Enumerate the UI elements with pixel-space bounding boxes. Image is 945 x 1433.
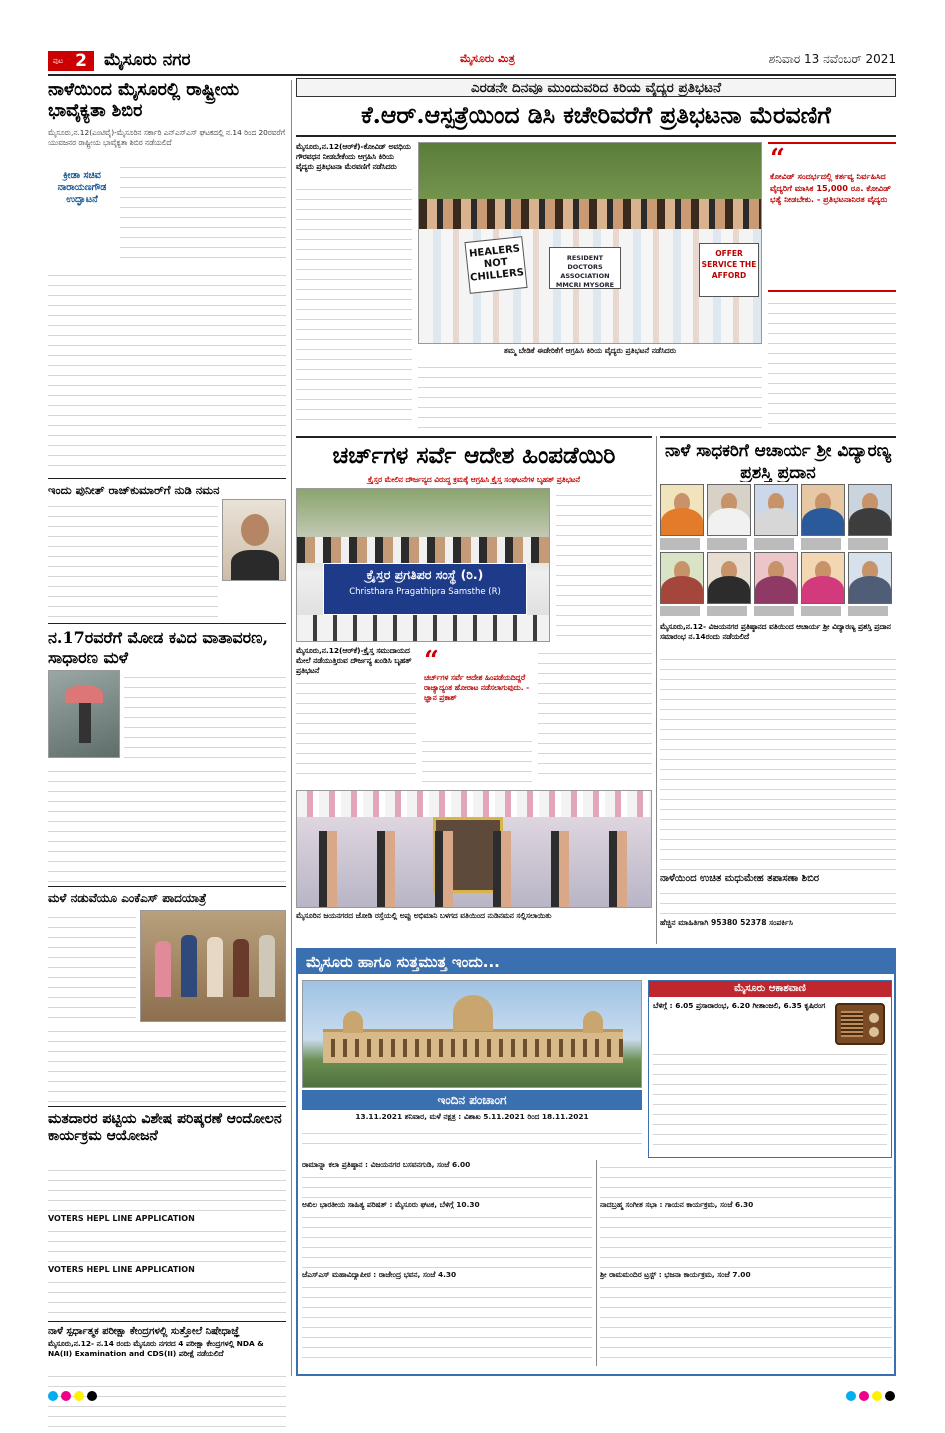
- divider: [48, 478, 286, 479]
- section-title: ಮೈಸೂರು ನಗರ: [104, 50, 191, 70]
- exam-lead: ಮೈಸೂರು,ನ.12- ನ.14 ರಂದು ಮೈಸೂರು ನಗರದ 4 ಪರೀಕ್ಷಾ ಕೇಂದ್ರಗಳಲ್ಲಿ NDA & NA(II) Examination and CDS(II) ಪರೀಕ್ಷೆ ನಡೆಯಲಿದೆ: [48, 1339, 264, 1358]
- story-integration-camp-lead: ಮೈಸೂರು,ನ.12(ಎಂಟಿವೈ)-ಮೈಸೂರಿನ ಸರ್ಕಾರಿ ಎನ್‌ಎಸ್‌ಎಸ್ ಘಟಕದಲ್ಲಿ ನ.14 ರಿಂದ 20ರವರೆಗೆ ಯುವಜನರ ರಾಷ್ಟ್ರೀಯ ಭಾವೈಕ್ಯತಾ ಶಿಬಿರ ನಡೆಯಲಿದೆ: [48, 128, 286, 147]
- weather-body: [124, 670, 286, 762]
- inset-photo-box: [48, 160, 286, 266]
- header-rule: [48, 74, 896, 76]
- portrait-1: [660, 484, 704, 536]
- protest-sign-3: OFFER SERVICE THE AFFORD: [699, 243, 759, 297]
- page-number: 2: [68, 51, 94, 71]
- portrait-9: [801, 552, 845, 604]
- church-banner-kannada: ಕ್ರೈಸ್ತರ ಪ್ರಗತಿಪರ ಸಂಸ್ಥೆ (ರಿ.): [366, 567, 484, 582]
- mks-body-2: [48, 1024, 286, 1104]
- quote-mark-icon: “: [770, 144, 785, 174]
- page-header: [48, 48, 896, 74]
- rain-photo: [48, 670, 120, 758]
- event-details: [600, 1160, 892, 1200]
- left-column: [48, 80, 286, 1376]
- lead-body-col-2: [418, 360, 762, 432]
- award-story: [660, 436, 896, 942]
- puneeth-photo: [222, 499, 286, 581]
- palace-photo: [302, 980, 642, 1088]
- divider: [48, 1321, 286, 1322]
- diabetes-camp-body: [660, 886, 896, 918]
- event-details: [600, 1210, 892, 1270]
- mks-photo: [140, 910, 286, 1022]
- voters-app-note-2: VOTERS HEPL LINE APPLICATION: [48, 1265, 195, 1274]
- tribute-photo: [296, 790, 652, 908]
- portrait-7: [707, 552, 751, 604]
- today-title: ಮೈಸೂರು ಹಾಗೂ ಸುತ್ತಮುತ್ತ ಇಂದು...: [306, 953, 500, 971]
- event-item: ಅಖಿಲ ಭಾರತೀಯ ಸಾಹಿತ್ಯ ಪರಿಷತ್ : ಮೈಸೂರು ಘಟಕ, ಬೆಳಿಗ್ಗೆ 10.30: [302, 1200, 480, 1209]
- church-side-body: [556, 488, 652, 642]
- event-details: [302, 1170, 592, 1200]
- event-details: [302, 1210, 592, 1270]
- lead-headline: ಕೆ.ಆರ್.ಆಸ್ಪತ್ರೆಯಿಂದ ಡಿಸಿ ಕಚೇರಿವರೆಗೆ ಪ್ರತಿಭಟನಾ ಮೆರವಣಿಗೆ: [361, 101, 831, 129]
- event-item: ರಾಮಾನ್ನಾ ಕಲಾ ಪ್ರತಿಷ್ಠಾನ : ವಿಜಯನಗರ ಬಸವನಗುಡಿ, ಸಂಜೆ 6.00: [302, 1160, 471, 1169]
- award-lead: ಮೈಸೂರು,ನ.12- ವಿಜಯನಗರ ಪ್ರತಿಷ್ಠಾನದ ವತಿಯಿಂದ ಆಚಾರ್ಯ ಶ್ರೀ ವಿದ್ಯಾರಣ್ಯ ಪ್ರಶಸ್ತಿ ಪ್ರದಾನ ಸಮಾರಂಭ ನ.14ರಂದು ನಡೆಯಲಿದೆ: [660, 622, 891, 641]
- story-exam-headline: ನಾಳೆ ಸ್ಪರ್ಧಾತ್ಮಕ ಪರೀಕ್ಷಾ ಕೇಂದ್ರಗಳಲ್ಲಿ ಸುತ್ತೋಲೆ ನಿಷೇಧಾಜ್ಞೆ: [48, 1326, 240, 1337]
- diabetes-camp-headline: ನಾಳೆಯಿಂದ ಉಚಿತ ಮಧುಮೇಹ ತಪಾಸಣಾ ಶಿಬಿರ: [660, 873, 820, 884]
- lead-body-col-3: [768, 296, 896, 432]
- divider: [296, 135, 896, 137]
- portrait-5: [848, 484, 892, 536]
- church-body-1: [296, 676, 416, 782]
- issue-date: ಶನಿವಾರ 13 ನವೆಂಬರ್ 2021: [768, 52, 896, 66]
- mks-row: [48, 910, 286, 1022]
- divider: [48, 623, 286, 624]
- church-banner: [323, 563, 527, 615]
- portrait-3: [754, 484, 798, 536]
- story-voters-headline: ಮತದಾರರ ಪಟ್ಟಿಯ ವಿಶೇಷ ಪರಿಷ್ಕರಣೆ ಆಂದೋಲನ ಕಾರ್ಯಕ್ರಮ ಆಯೋಜನೆ: [48, 1111, 282, 1144]
- lead-story: [296, 78, 896, 432]
- portrait-2: [707, 484, 751, 536]
- church-banner-english: Christhara Pragathipra Samsthe (R): [349, 587, 501, 597]
- radio-box: [648, 980, 892, 1158]
- church-subhead: ಕ್ರೈಸ್ತರ ಮೇಲಿನ ದೌರ್ಜನ್ಯದ ವಿರುದ್ಧ ಕ್ರಮಕ್ಕೆ ಆಗ್ರಹಿಸಿ ಕ್ರೈಸ್ತ ಸಂಘಟನೆಗಳ ಬೃಹತ್ ಪ್ರತಿಭಟನೆ: [368, 475, 580, 484]
- lead-text: [296, 182, 412, 428]
- page-tag: ಪುಟ: [48, 51, 68, 71]
- voters-body-2: [48, 1224, 286, 1264]
- event-item: ಜೆಎಸ್‌ಎಸ್ ಮಹಾವಿದ್ಯಾಪೀಠ : ರಾಜೇಂದ್ರ ಭವನ, ಸಂಜೆ 4.30: [302, 1270, 457, 1279]
- event-details: [302, 1280, 592, 1366]
- radio-lead: ಬೆಳಿಗ್ಗೆ : 6.05 ಪ್ರಸಾರಾರಂಭ, 6.20 ಗೀತಾಂಜಲಿ, 6.35 ಕೃಷಿರಂಗ: [653, 1001, 826, 1010]
- diabetes-camp-phone: ಹೆಚ್ಚಿನ ಮಾಹಿತಿಗಾಗಿ 95380 52378 ಸಂಪರ್ಕಿಸಿ: [660, 918, 793, 927]
- protest-photo-caption: ತಮ್ಮ ಬೇಡಿಕೆ ಈಡೇರಿಕೆಗೆ ಆಗ್ರಹಿಸಿ ಕಿರಿಯ ವೈದ್ಯರು ಪ್ರತಿಭಟನೆ ನಡೆಸಿದರು: [503, 346, 677, 355]
- column-rule: [656, 436, 657, 944]
- event-details: [600, 1280, 892, 1366]
- lead-quote-text: ಕೋವಿಡ್ ಸಂದರ್ಭದಲ್ಲಿ ಕರ್ತವ್ಯ ನಿರ್ವಹಿಸಿದ ವೈದ್ಯರಿಗೆ ಮಾಸಿಕ 15,000 ರೂ. ಕೋವಿಡ್ ಭತ್ಯೆ ನೀಡಬೇಕು. - ಪ್ರತಿಭಟನಾನಿರತ ವೈದ್ಯರು: [770, 171, 892, 204]
- panchanga-date: 13.11.2021 ಶನಿವಾರ, ಮಳೆ ನಕ್ಷತ್ರ : ವಿಶಾಖ 5.11.2021 ರಿಂದ 18.11.2021: [355, 1112, 589, 1121]
- mks-body: [48, 910, 136, 1022]
- panchanga-body: [302, 1126, 642, 1152]
- camp-story-body: [120, 160, 286, 266]
- award-portraits: [660, 484, 896, 618]
- voters-body-3: [48, 1275, 286, 1319]
- print-registration-right: [846, 1386, 898, 1405]
- story-weather-headline: ನ.17ರವರೆಗೆ ಮೋಡ ಕವಿದ ವಾತಾವರಣ, ಸಾಧಾರಣ ಮಳೆ: [48, 628, 269, 667]
- radio-schedule: [653, 1047, 887, 1153]
- weather-row: [48, 670, 286, 762]
- story-integration-camp-headline: ನಾಳೆಯಿಂದ ಮೈಸೂರಲ್ಲಿ ರಾಷ್ಟ್ರೀಯ ಭಾವೈಕ್ಯತಾ ಶಿಬಿರ: [48, 80, 240, 121]
- church-lead: ಮೈಸೂರು,ನ.12(ಆರ್‌ಕೆ)-ಕ್ರೈಸ್ತ ಸಮುದಾಯದ ಮೇಲೆ ನಡೆಯುತ್ತಿರುವ ದೌರ್ಜನ್ಯ ಖಂಡಿಸಿ ಬೃಹತ್ ಪ್ರತಿಭಟನೆ: [296, 646, 412, 675]
- story-mks-headline: ಮಳೆ ನಡುವೆಯೂ ಎಂಕೆಎಸ್ ಪಾದಯಾತ್ರೆ: [48, 891, 207, 905]
- voters-app-note-1: VOTERS HEPL LINE APPLICATION: [48, 1214, 195, 1223]
- church-quote-text: ಚರ್ಚ್‌ಗಳ ಸರ್ವೆ ಆದೇಶ ಹಿಂಪಡೆಯದಿದ್ದರೆ ರಾಜ್ಯಾದ್ಯಂತ ಹೋರಾಟ ನಡೆಸಲಾಗುವುದು. - ಜ್ಞಾನ ಪ್ರಕಾಶ್: [424, 673, 530, 702]
- inset-caption: ಕ್ರೀಡಾ ಸಚಿವ ನಾರಾಯಣಗೌಡ ಉದ್ಘಾಟನೆ: [57, 170, 107, 205]
- events-column-2: [600, 1160, 892, 1368]
- portrait-4: [801, 484, 845, 536]
- puneeth-body: [48, 499, 218, 621]
- church-body-2: [422, 734, 532, 782]
- church-story: [296, 436, 652, 784]
- event-item: ನಾದಬ್ರಹ್ಮ ಸಂಗೀತ ಸಭಾ : ಗಾಯನ ಕಾರ್ಯಕ್ರಮ, ಸಂಜೆ 6.30: [600, 1200, 754, 1209]
- camp-story-body-2: [48, 268, 286, 474]
- portrait-10: [848, 552, 892, 604]
- award-headline: ನಾಳೆ ಸಾಧಕರಿಗೆ ಆಚಾರ್ಯ ಶ್ರೀ ವಿದ್ಯಾರಣ್ಯ ಪ್ರಶಸ್ತಿ ಪ್ರದಾನ: [660, 436, 896, 482]
- story-puneeth-headline: ಇಂದು ಪುನೀತ್ ರಾಜ್‌ಕುಮಾರ್‌ಗೆ ನುಡಿ ನಮನ: [48, 483, 220, 497]
- protest-sign-1: HEALERS NOT CHILLERS: [464, 236, 527, 294]
- event-item: ಶ್ರೀ ರಾಮಮಂದಿರ ಟ್ರಸ್ಟ್ : ಭಜನಾ ಕಾರ್ಯಕ್ರಮ, ಸಂಜೆ 7.00: [600, 1270, 751, 1279]
- print-registration-left: [48, 1386, 100, 1405]
- voters-body: [48, 1163, 286, 1213]
- lead-kicker: ಎರಡನೇ ದಿನವೂ ಮುಂದುವರಿದ ಕಿರಿಯ ವೈದ್ಯರ ಪ್ರತಿಭಟನೆ: [296, 78, 896, 97]
- protest-sign-2: RESIDENT DOCTORS ASSOCIATION MMCRI MYSORE: [549, 247, 621, 289]
- puneeth-story-row: [48, 499, 286, 621]
- weather-body-2: [48, 764, 286, 884]
- portrait-6: [660, 552, 704, 604]
- church-headline: ಚರ್ಚ್‌ಗಳ ಸರ್ವೆ ಆದೇಶ ಹಿಂಪಡೆಯಿರಿ: [332, 442, 616, 469]
- divider: [296, 436, 652, 438]
- events-column-1: [302, 1160, 592, 1368]
- masthead-logo: ಮೈಸೂರು ಮಿತ್ರ: [460, 52, 515, 65]
- church-quote-box: [422, 648, 532, 732]
- panchanga-title: ಇಂದಿನ ಪಂಚಾಂಗ: [302, 1090, 642, 1110]
- lead-body-col-1: [296, 142, 412, 432]
- divider: [48, 886, 286, 887]
- column-rule: [291, 80, 292, 1376]
- church-photo: [296, 488, 550, 642]
- divider: [48, 1106, 286, 1107]
- portrait-8: [754, 552, 798, 604]
- church-body-3: [538, 646, 652, 782]
- today-box: [296, 948, 896, 1376]
- today-title-bar: [298, 950, 894, 974]
- protest-photo: [418, 142, 762, 344]
- quote-mark-icon: “: [424, 646, 439, 676]
- column-rule: [596, 1160, 597, 1366]
- radio-title: ಮೈಸೂರು ಆಕಾಶವಾಣಿ: [649, 981, 891, 997]
- radio-icon: [835, 1003, 885, 1045]
- tribute-caption: ಮೈಸೂರಿನ ಜಯನಗರದ ಜೋಡಿ ರಸ್ತೆಯಲ್ಲಿ ಅಪ್ಪು ಅಭಿಮಾನಿ ಬಳಗದ ವತಿಯಿಂದ ನುಡಿನಮನ ಸಲ್ಲಿಸಲಾಯಿತು: [296, 911, 552, 920]
- lead-quote-box: [768, 142, 896, 292]
- award-body: [660, 652, 896, 870]
- lead-intro: ಮೈಸೂರು,ನ.12(ಆರ್‌ಕೆ)-ಕೋವಿಡ್ ಅವಧಿಯ ಗೌರವಧನ ನೀಡಬೇಕೆಂದು ಆಗ್ರಹಿಸಿ ಕಿರಿಯ ವೈದ್ಯರು ಪ್ರತಿಭಟನಾ ಮೆರವಣಿಗೆ ನಡೆಸಿದರು: [296, 142, 411, 171]
